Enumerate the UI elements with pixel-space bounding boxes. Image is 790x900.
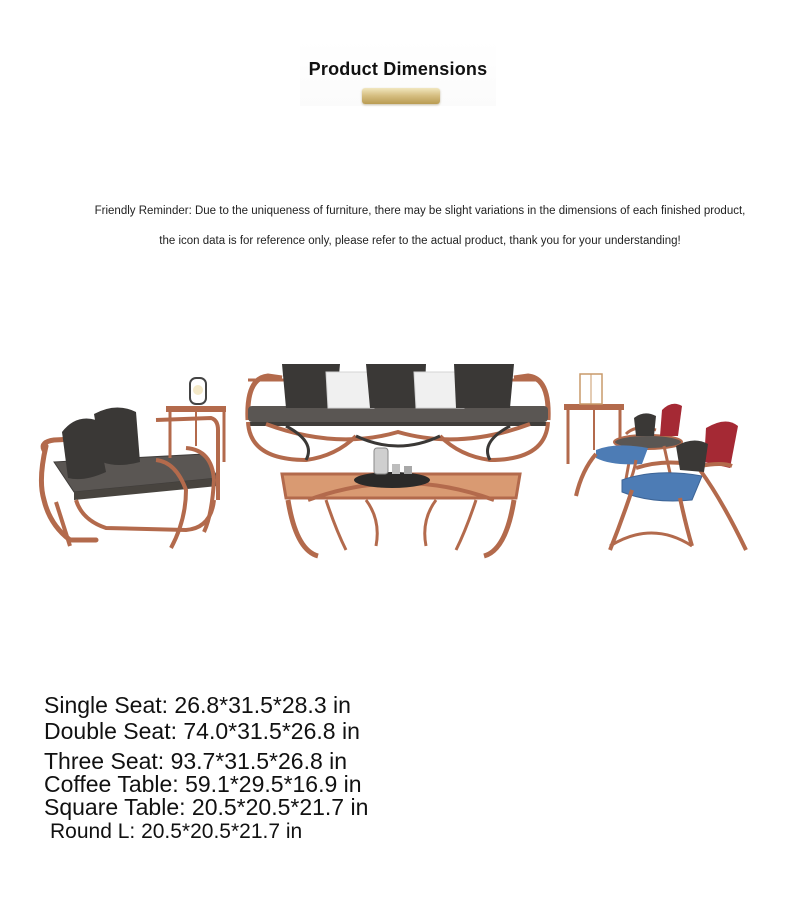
three-seat-coffee-square-dimension: Three Seat: 93.7*31.5*26.8 in Coffee Table: 59.1*29.5*16.9 in Square Table: 20.5*20.5*21.7 in (44, 748, 369, 820)
coffee-table (282, 448, 520, 556)
gold-underline-bar (362, 88, 440, 104)
round-table-dimension: Round L: 20.5*20.5*21.7 in (50, 820, 303, 843)
three-seat-sofa (248, 364, 548, 460)
double-seat-dimension: Double Seat: 74.0*31.5*26.8 in (44, 718, 360, 744)
reminder-line-1: Friendly Reminder: Due to the uniqueness of furniture, there may be slight variations in the dimensions of each finished product, (94, 205, 746, 217)
friendly-reminder (60, 196, 780, 256)
page-title: Product Dimensions (308, 59, 488, 79)
furniture-set-illustration (36, 350, 756, 565)
dimensions-list (44, 692, 404, 845)
reminder-line-2: the icon data is for reference only, please refer to the actual product, thank you for your understanding! (159, 235, 681, 247)
single-seat-dimension: Single Seat: 26.8*31.5*28.3 in (44, 692, 351, 718)
header-banner (300, 40, 496, 106)
loveseat (41, 407, 218, 548)
